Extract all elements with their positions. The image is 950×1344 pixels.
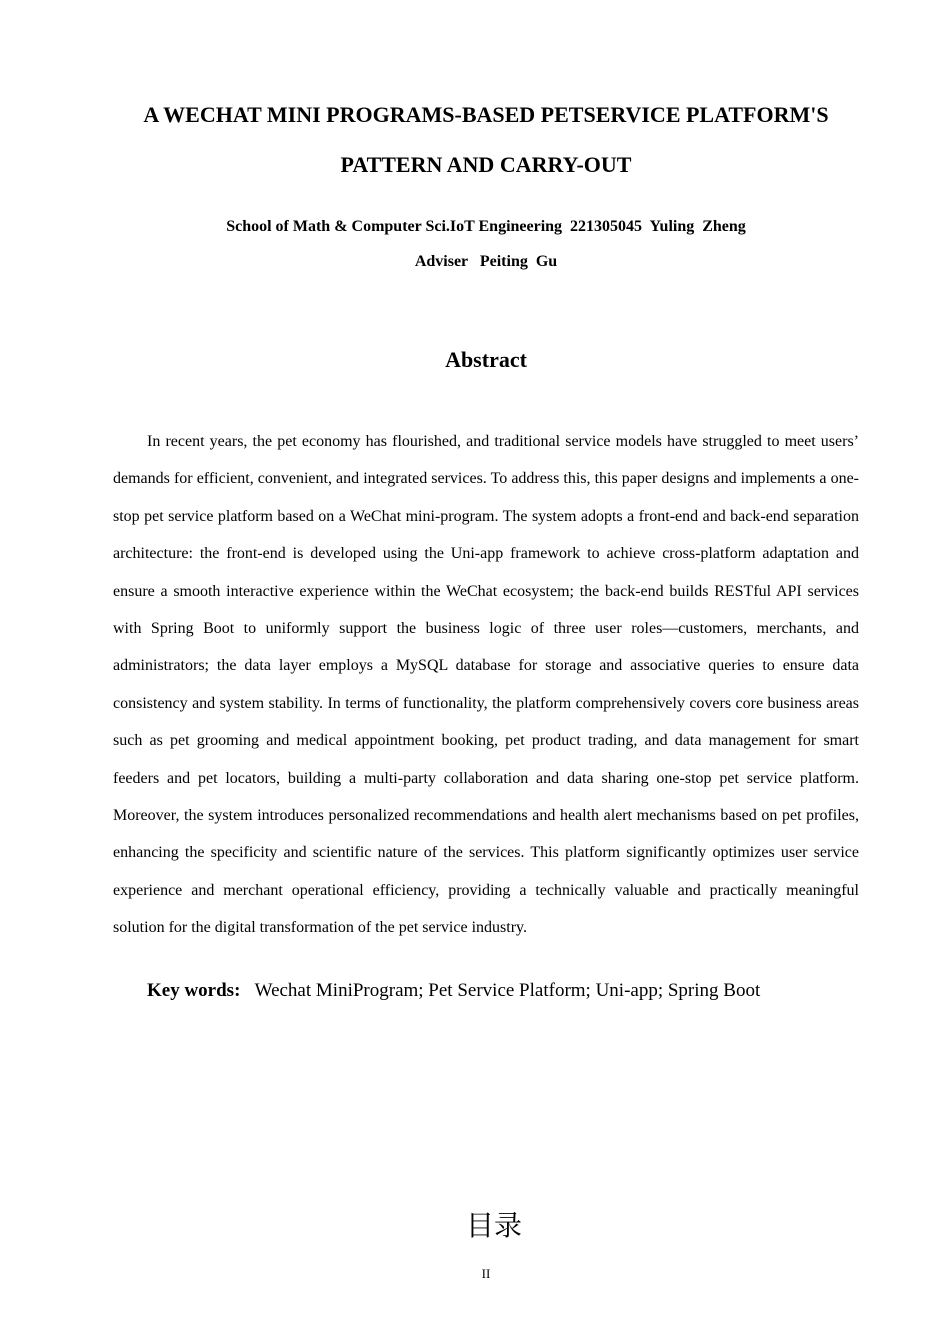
- abstract-heading: Abstract: [445, 347, 527, 372]
- paper-title-line-2: PATTERN AND CARRY-OUT: [340, 152, 632, 177]
- abstract-body: In recent years, the pet economy has flourished, and traditional service models have struggled to meet users’ demands for efficient, convenient, and integrated services. To address this, this paper designs and implements a one-stop pet service platform based on a WeChat mini-program. The system adopts a front-end and back-end separation architecture: the front-end is developed using the Uni-app framework to achieve cross-platform adaptation and ensure a smooth interactive experience within the WeChat ecosystem; the back-end builds RESTful API services with Spring Boot to uniformly support the business logic of three user roles—customers, merchants, and administrators; the data layer employs a MySQL database for storage and associative queries to ensure data consistency and system stability. In terms of functionality, the platform comprehensively covers core business areas such as pet grooming and medical appointment booking, pet product trading, and data management for smart feeders and pet locators, building a multi-party collaboration and data sharing one-stop pet service platform. Moreover, the system introduces personalized recommendations and health alert mechanisms based on pet profiles, enhancing the specificity and scientific nature of the services. This platform significantly optimizes user service experience and merchant operational efficiency, providing a technically valuable and practically meaningful solution for the digital transformation of the pet service industry.: [113, 433, 859, 937]
- keywords-label: Key words:: [147, 980, 241, 1001]
- author-byline: School of Math & Computer Sci.IoT Engineering 221305045 Yuling Zheng: [226, 218, 746, 235]
- adviser-byline: Adviser Peiting Gu: [414, 253, 558, 270]
- keywords-spacer: [245, 980, 255, 1001]
- page-number: II: [481, 1266, 491, 1281]
- keywords-value: Wechat MiniProgram; Pet Service Platform; Uni-app; Spring Boot: [254, 980, 761, 1001]
- toc-heading: 目录: [465, 1209, 522, 1242]
- paper-title-line-1: A WECHAT MINI PROGRAMS-BASED PETSERVICE PLATFORM'S: [143, 102, 829, 127]
- keywords-line: [147, 980, 867, 1002]
